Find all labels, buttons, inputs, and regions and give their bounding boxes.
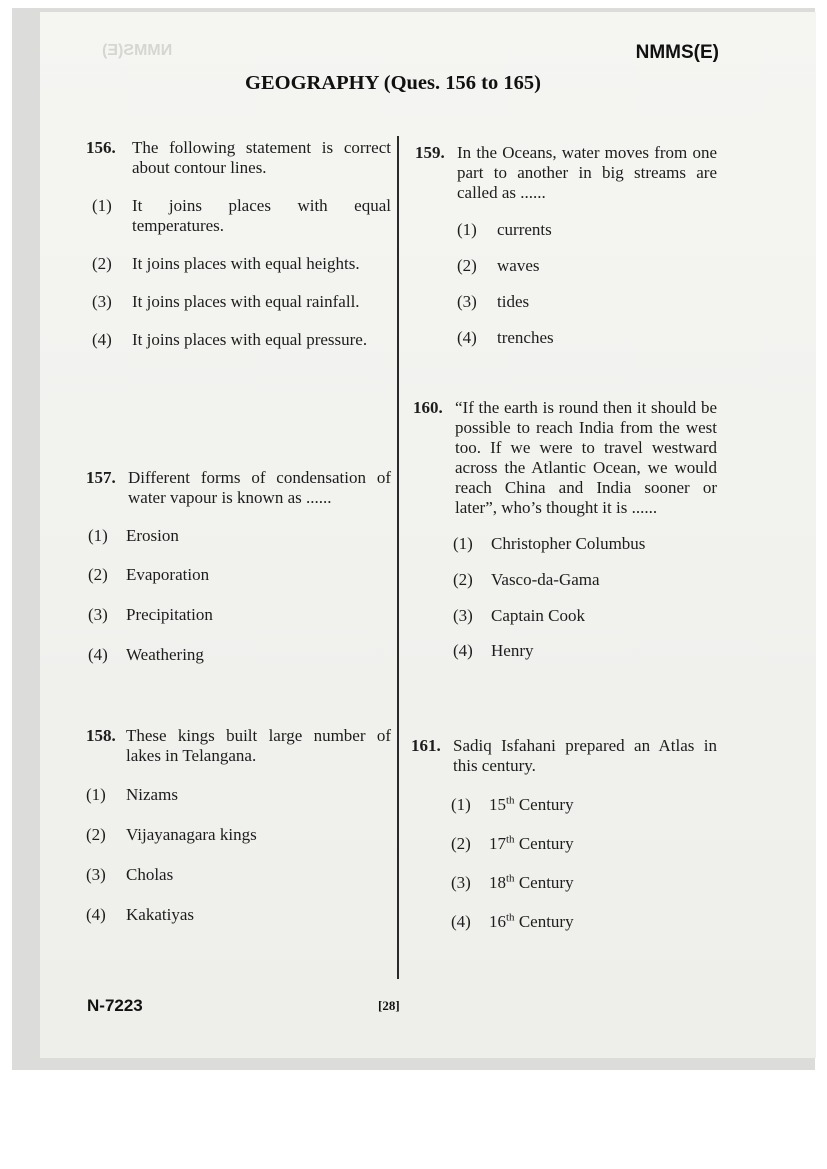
question-number: 156. — [86, 138, 116, 157]
option-text: Henry — [491, 641, 534, 660]
option-text: Christopher Columbus — [491, 534, 646, 553]
question-text: Sadiq Isfahani prepared an Atlas in this century. — [453, 736, 717, 775]
option-label: (4) — [88, 645, 108, 664]
question-stem — [413, 398, 717, 518]
option-4[interactable] — [451, 912, 717, 932]
option-2[interactable] — [92, 254, 391, 274]
question-text: “If the earth is round then it should be possible to reach India from the west too. If we were to travel westward across the Atlantic Ocean, we would reach China and India sooner or later”, who’s thought it is ...... — [455, 398, 717, 517]
question-157 — [86, 468, 391, 665]
question-159 — [415, 143, 717, 348]
option-label: (2) — [451, 834, 471, 853]
option-4[interactable] — [453, 641, 717, 661]
question-number: 160. — [413, 398, 443, 417]
option-text: It joins places with equal rainfall. — [132, 292, 360, 311]
option-text: 18th Century — [489, 872, 574, 892]
bleed-through-header: NMMS(E) — [102, 42, 173, 59]
question-text: Different forms of condensation of water vapour is known as ...... — [128, 468, 391, 507]
option-label: (4) — [451, 912, 471, 931]
question-156 — [86, 138, 391, 350]
option-text: Cholas — [126, 865, 174, 884]
exam-code-header: NMMS(E) — [635, 42, 719, 63]
column-divider — [397, 136, 399, 979]
option-1[interactable] — [88, 526, 391, 546]
option-4[interactable] — [88, 645, 391, 665]
question-number: 159. — [415, 143, 445, 162]
option-text: Kakatiyas — [126, 905, 194, 924]
option-3[interactable] — [451, 873, 717, 893]
option-label: (2) — [457, 256, 477, 275]
option-text: Weathering — [126, 645, 204, 664]
option-text: Precipitation — [126, 605, 213, 624]
question-stem — [415, 143, 717, 203]
question-number: 158. — [86, 726, 116, 745]
option-label: (1) — [88, 526, 108, 545]
option-label: (1) — [86, 785, 106, 804]
option-2[interactable] — [86, 825, 391, 845]
question-number: 157. — [86, 468, 116, 487]
question-stem — [86, 468, 391, 508]
option-3[interactable] — [86, 865, 391, 885]
option-2[interactable] — [453, 570, 717, 590]
option-label: (3) — [92, 292, 112, 311]
option-2[interactable] — [88, 565, 391, 585]
option-text: It joins places with equal temperatures. — [132, 196, 391, 235]
question-text: In the Oceans, water moves from one part to another in big streams are called as ...... — [457, 143, 717, 202]
option-1[interactable] — [451, 795, 717, 815]
option-label: (1) — [453, 534, 473, 553]
option-1[interactable] — [92, 196, 391, 236]
option-label: (2) — [92, 254, 112, 273]
option-label: (2) — [453, 570, 473, 589]
option-text: Captain Cook — [491, 606, 585, 625]
option-label: (4) — [86, 905, 106, 924]
option-1[interactable] — [457, 220, 717, 240]
option-text: Nizams — [126, 785, 178, 804]
option-4[interactable] — [86, 905, 391, 925]
paper-code-footer: N-7223 — [87, 996, 143, 1015]
option-label: (1) — [451, 795, 471, 814]
option-text: Vasco-da-Gama — [491, 570, 600, 589]
exam-page — [40, 12, 816, 1058]
question-text: These kings built large number of lakes in Telangana. — [126, 726, 391, 765]
option-text: trenches — [497, 328, 554, 347]
option-text: Erosion — [126, 526, 179, 545]
question-text: The following statement is correct about contour lines. — [132, 138, 391, 177]
option-label: (4) — [457, 328, 477, 347]
option-label: (1) — [92, 196, 112, 215]
option-label: (2) — [88, 565, 108, 584]
question-161 — [411, 736, 717, 932]
option-4[interactable] — [457, 328, 717, 348]
question-158 — [86, 726, 391, 925]
option-1[interactable] — [86, 785, 391, 805]
option-label: (4) — [92, 330, 112, 349]
option-4[interactable] — [92, 330, 391, 350]
page-number: [28] — [378, 998, 400, 1013]
option-2[interactable] — [457, 256, 717, 276]
option-label: (4) — [453, 641, 473, 660]
question-stem — [86, 138, 391, 178]
option-text: 17th Century — [489, 833, 574, 853]
option-text: Vijayanagara kings — [126, 825, 257, 844]
question-stem — [411, 736, 717, 776]
option-label: (1) — [457, 220, 477, 239]
option-label: (3) — [88, 605, 108, 624]
option-2[interactable] — [451, 834, 717, 854]
option-1[interactable] — [453, 534, 717, 554]
option-label: (3) — [453, 606, 473, 625]
page-title: GEOGRAPHY (Ques. 156 to 165) — [245, 72, 541, 94]
question-stem — [86, 726, 391, 766]
option-text: 15th Century — [489, 794, 574, 814]
option-label: (3) — [451, 873, 471, 892]
option-text: 16th Century — [489, 911, 574, 931]
option-label: (3) — [457, 292, 477, 311]
option-text: It joins places with equal heights. — [132, 254, 360, 273]
option-label: (3) — [86, 865, 106, 884]
option-3[interactable] — [88, 605, 391, 625]
option-text: currents — [497, 220, 552, 239]
option-3[interactable] — [457, 292, 717, 312]
question-160 — [413, 398, 717, 661]
option-label: (2) — [86, 825, 106, 844]
option-text: Evaporation — [126, 565, 210, 584]
option-text: waves — [497, 256, 540, 275]
option-3[interactable] — [92, 292, 391, 312]
option-text: It joins places with equal pressure. — [132, 330, 368, 349]
option-3[interactable] — [453, 606, 717, 626]
option-text: tides — [497, 292, 530, 311]
question-number: 161. — [411, 736, 441, 755]
